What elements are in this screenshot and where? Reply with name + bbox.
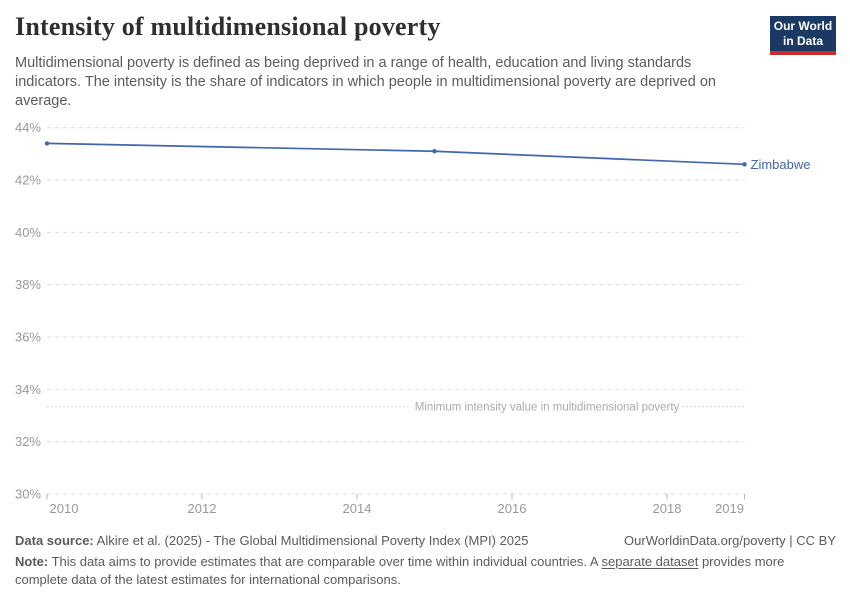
note: [15, 553, 795, 589]
series-label: Zimbabwe: [750, 156, 811, 172]
y-tick-label: 36%: [14, 329, 41, 345]
x-tick-label: 2019: [715, 500, 744, 516]
y-tick-label: 30%: [14, 486, 41, 502]
data-source-label: Data source:: [15, 533, 94, 548]
owid-logo-line1: Our World: [773, 19, 833, 33]
y-tick-label: 42%: [14, 172, 41, 188]
credit-url-link[interactable]: OurWorldinData.org/poverty: [624, 533, 786, 548]
y-tick-label: 44%: [14, 120, 41, 136]
x-tick-label: 2016: [497, 500, 527, 516]
chart-footer: [15, 532, 836, 589]
chart-subtitle: Multidimensional poverty is defined as being deprived in a range of health, education and living standards indicators. The intensity is the share of indicators in which people in multidimensional poverty are deprived on average.: [15, 55, 716, 109]
note-text-before-link: This data aims to provide estimates that are comparable over time within individual countries. A: [48, 554, 602, 569]
note-label: Note:: [15, 554, 49, 569]
reference-line-label: Minimum intensity value in multidimensional poverty: [414, 401, 680, 414]
x-tick-label: 2010: [49, 500, 79, 516]
credit-license-link[interactable]: CC BY: [796, 533, 836, 548]
x-tick-label: 2012: [187, 500, 217, 516]
owid-logo-line2: in Data: [782, 34, 823, 48]
data-source: [15, 532, 529, 549]
data-point: [742, 162, 746, 166]
data-point: [432, 149, 436, 153]
y-tick-label: 38%: [14, 277, 41, 293]
page-title: Intensity of multidimensional poverty: [15, 12, 441, 41]
separate-dataset-link[interactable]: separate dataset: [601, 554, 699, 569]
series-line-zimbabwe: [47, 143, 745, 164]
data-point: [45, 141, 49, 145]
y-tick-label: 34%: [14, 381, 41, 397]
credit: [624, 532, 836, 549]
x-tick-label: 2014: [342, 500, 372, 516]
note-text-after-link: provides more complete data of the latest estimates for international comparisons.: [15, 554, 785, 587]
x-tick-label: 2018: [652, 500, 682, 516]
y-tick-label: 40%: [14, 224, 41, 240]
y-tick-label: 32%: [14, 434, 41, 450]
data-source-text: Alkire et al. (2025) - The Global Multidimensional Poverty Index (MPI) 2025: [93, 533, 529, 548]
credit-separator: |: [785, 533, 797, 548]
